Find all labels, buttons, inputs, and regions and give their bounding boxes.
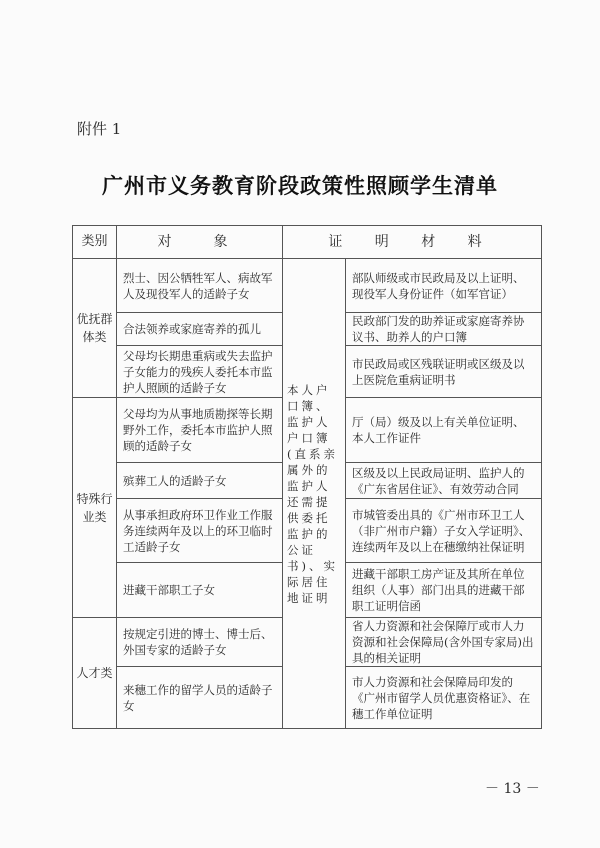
materials-cell: 省人力资源和社会保障厅或市人力资源和社会保障局(含外国专家局)出具的相关证明 <box>346 618 542 667</box>
materials-cell: 民政部门发的助养证或家庭寄养协议书、助养人的户口簿 <box>346 313 542 346</box>
materials-cell: 市人力资源和社会保障局印发的《广州市留学人员优惠资格证》、在穗工作单位证明 <box>346 667 542 729</box>
attachment-label: 附件 1 <box>77 120 122 138</box>
materials-cell: 区级及以上民政局证明、监护人的《广东省居住证》、有效劳动合同 <box>346 463 542 499</box>
header-target: 对 象 <box>117 226 283 259</box>
table-row <box>73 259 542 313</box>
header-materials: 证 明 材 料 <box>283 226 542 259</box>
materials-cell: 市民政局或区残联证明或区级及以上医院危重病证明书 <box>346 346 542 398</box>
target-cell: 进藏干部职工子女 <box>117 563 283 618</box>
target-cell: 按规定引进的博士、博士后、外国专家的适龄子女 <box>117 618 283 667</box>
materials-cell: 厅（局）级及以上有关单位证明、本人工作证件 <box>346 398 542 463</box>
target-cell: 烈士、因公牺牲军人、病故军人及现役军人的适龄子女 <box>117 259 283 313</box>
target-cell: 殡葬工人的适龄子女 <box>117 463 283 499</box>
page-number: － 13 － <box>485 781 540 797</box>
materials-cell: 部队师级或市民政局及以上证明、现役军人身份证件（如军官证） <box>346 259 542 313</box>
materials-cell: 市城管委出具的《广州市环卫工人（非广州市户籍）子女入学证明》、连续两年及以上在穗缴纳社保证明 <box>346 499 542 563</box>
target-cell: 从事承担政府环卫作业工作服务连续两年及以上的环卫临时工适龄子女 <box>117 499 283 563</box>
header-category: 类别 <box>73 226 117 259</box>
common-materials-cell: 本人户口簿、监护人户口簿(直系亲属外的监护人还需提供委托监护的公证书)、实际居住地证明 <box>283 259 346 729</box>
target-cell: 来穗工作的留学人员的适龄子女 <box>117 667 283 729</box>
policy-students-table <box>72 225 542 729</box>
category-cell: 特殊行业类 <box>73 398 117 618</box>
target-cell: 父母均为从事地质勘探等长期野外工作，委托本市监护人照顾的适龄子女 <box>117 398 283 463</box>
materials-cell: 进藏干部职工房产证及其所在单位组织（人事）部门出具的进藏干部职工证明信函 <box>346 563 542 618</box>
category-cell: 优抚群体类 <box>73 259 117 398</box>
target-cell: 父母均长期患重病或失去监护子女能力的残疾人委托本市监护人照顾的适龄子女 <box>117 346 283 398</box>
category-cell: 人才类 <box>73 618 117 729</box>
document-title: 广州市义务教育阶段政策性照顾学生清单 <box>102 174 498 198</box>
target-cell: 合法领养或家庭寄养的孤儿 <box>117 313 283 346</box>
table-header-row <box>73 226 542 259</box>
